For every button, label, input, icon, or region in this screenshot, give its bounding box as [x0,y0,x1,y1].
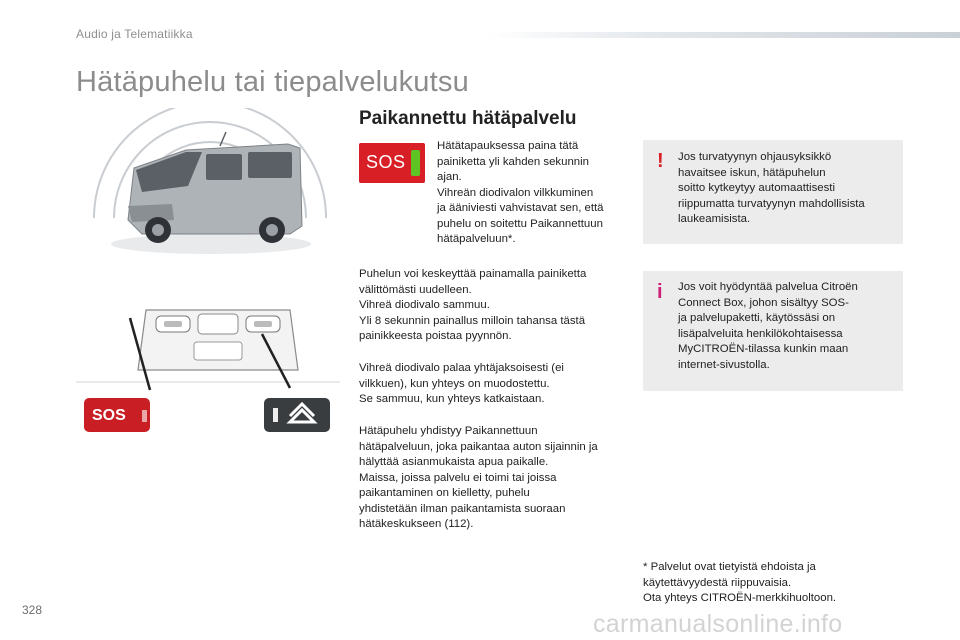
subsection-heading: Paikannettu hätäpalvelu [359,108,577,129]
section-label: Audio ja Telematiikka [76,27,193,41]
watermark: carmanualsonline.info [593,610,843,638]
page-number: 328 [22,603,43,617]
intro-text: Hätätapauksessa paina tätä painiketta yli kahden sekunnin ajan. Vihreän diodivalon vilkkuminen ja ääniviesti vahvistavat sen, että puhelu on soitettu Paikannettuun hätäpalveluun*. [437,140,604,245]
green-led-icon [411,150,420,176]
page-title: Hätäpuhelu tai tiepalvelukutsu [76,66,469,98]
sos-button[interactable] [359,143,425,183]
info-icon: i [657,281,663,303]
warning-icon: ! [657,150,664,172]
warning-box [643,140,903,244]
info-text: Jos voit hyödyntää palvelua Citroën Connect Box, johon sisältyy SOS- ja palvelupaketti, käytössäsi on lisäpalveluita henkilökohtaisessa MyCITROËN-tilassa kunkin maan internet-sivustolla. [678,281,858,371]
location-text: Hätäpuhelu yhdistyy Paikannettuun hätäpalveluun, joka paikantaa auton sijainnin ja hälyttää asianmukaista apua paikalle. Maissa, joissa palvelu ei toimi tai joissa paikantaminen on kielletty, puhelu yhdistetään ilman paikantamista suoraan hätäkeskukseen (112). [359,425,598,530]
led-text: Vihreä diodivalo palaa yhtäjaksoisesti (ei vilkkuen), kun yhteys on muodostettu. Se sammuu, kun yhteys katkaistaan. [359,362,564,405]
header-bar [486,32,960,38]
sos-button-label: SOS [366,152,406,172]
info-box [643,271,903,391]
cancel-text: Puhelun voi keskeyttää painamalla painiketta välittömästi uudelleen. Vihreä diodivalo sammuu. Yli 8 sekunnin painallus milloin tahansa tästä painikkeesta poistaa pyynnön. [359,268,587,342]
van-illustration [76,108,344,268]
illustration-sos-label: SOS [92,407,126,424]
footnote: * Palvelut ovat tietyistä ehdoista ja käytettävyydestä riippuvaisia. Ota yhteys CITROËN-merkkihuoltoon. [643,561,837,604]
warning-text: Jos turvatyynyn ohjausyksikkö havaitsee iskun, hätäpuhelun soitto kytkeytyy automaattisesti riippumatta turvatyynyn mahdollisista laukeamisista. [678,151,865,225]
